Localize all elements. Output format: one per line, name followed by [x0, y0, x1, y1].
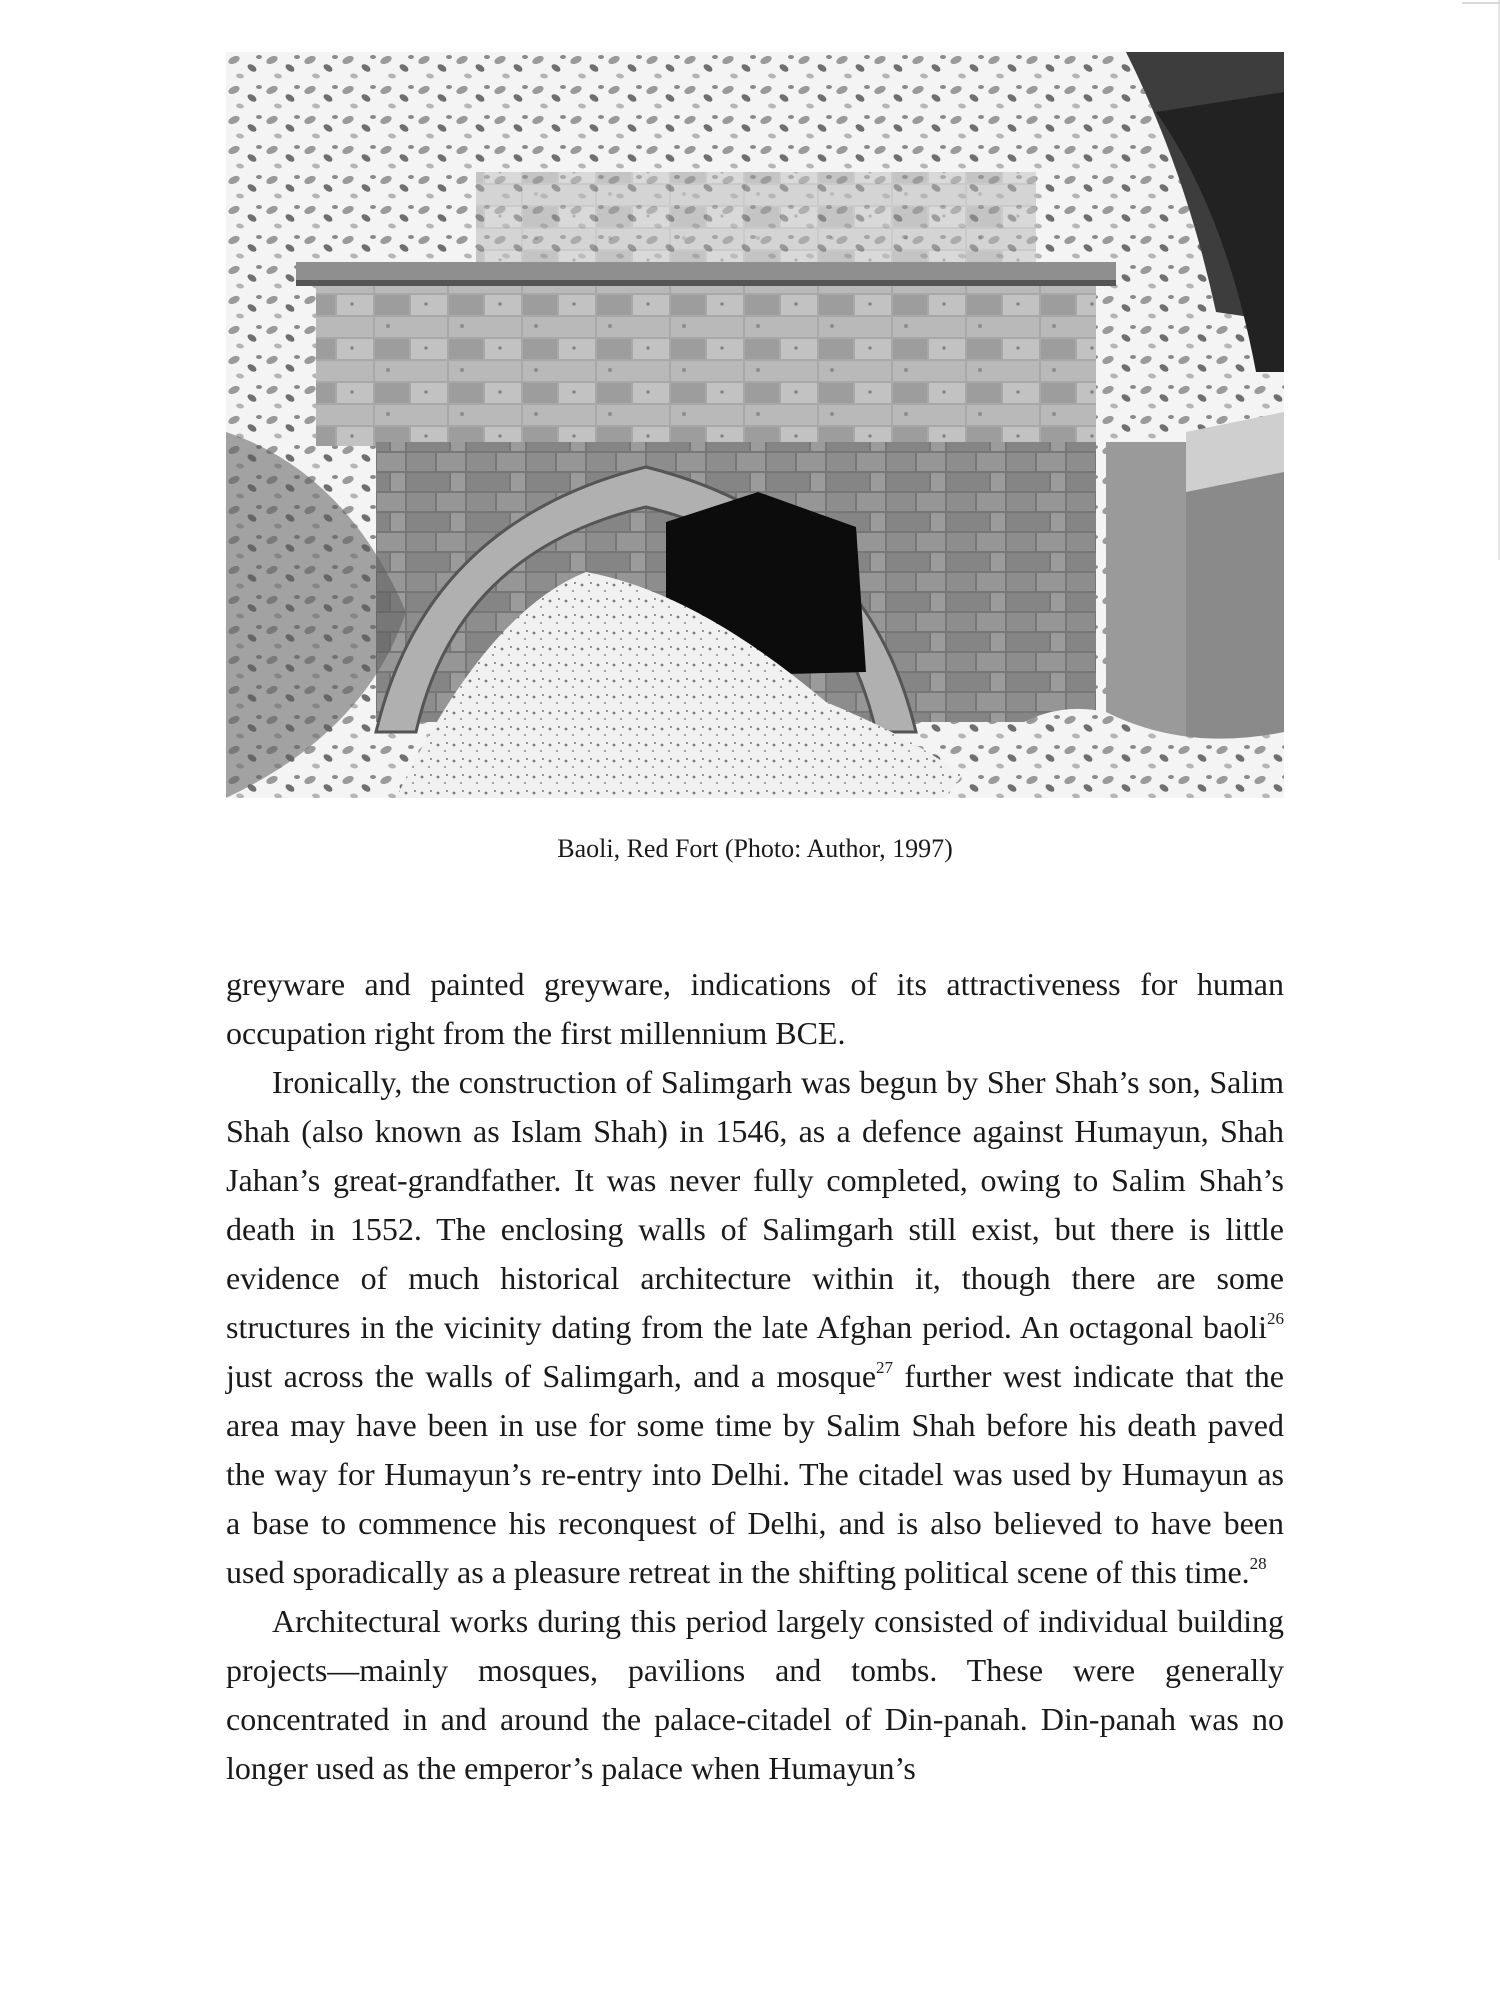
paragraph-2-part-a: Ironically, the construction of Salimgarh was begun by Sher Shah’s son, Salim Shah (also known as Islam Shah) in 1546, as a defence against Humayun, Shah Jahan’s great-grandfather. It was never fully completed, owing to Salim Shah’s death in 1552. The enclosing walls of Salimgarh still exist, but there is little evidence of much historical architecture within it, though there are some structures in the vicinity dating from the late Afghan period. An octagonal baoli	[226, 1064, 1284, 1345]
baoli-photo-drawing	[226, 52, 1284, 798]
figure-caption: Baoli, Red Fort (Photo: Author, 1997)	[557, 834, 953, 863]
paragraph-2	[226, 1058, 1284, 1597]
footnote-ref-28[interactable]: 28	[1249, 1554, 1267, 1574]
baoli-photograph	[226, 52, 1284, 798]
paragraph-3: Architectural works during this period largely consisted of individual building projects—mainly mosques, pavilions and tombs. These were generally concentrated in and around the palace-citadel of Din-panah. Din-panah was no longer used as the emperor’s palace when Humayun’s	[226, 1603, 1284, 1786]
paragraph-1: greyware and painted greyware, indications of its attractiveness for human occupation right from the first millennium BCE.	[226, 966, 1284, 1051]
page-edge-tick	[1462, 2, 1500, 4]
body-text	[226, 960, 1284, 1793]
paragraph-2-part-c: further west indicate that the area may have been in use for some time by Salim Shah before his death paved the way for Humayun’s re-entry into Delhi. The citadel was used by Humayun as a base to commence his reconquest of Delhi, and is also believed to have been used sporadically as a pleasure retreat in the shifting political scene of this time.	[226, 1358, 1285, 1590]
footnote-ref-27[interactable]: 27	[876, 1358, 894, 1378]
paragraph-2-part-b: just across the walls of Salimgarh, and a mosque	[226, 1358, 877, 1394]
footnote-ref-26[interactable]: 26	[1267, 1309, 1284, 1329]
